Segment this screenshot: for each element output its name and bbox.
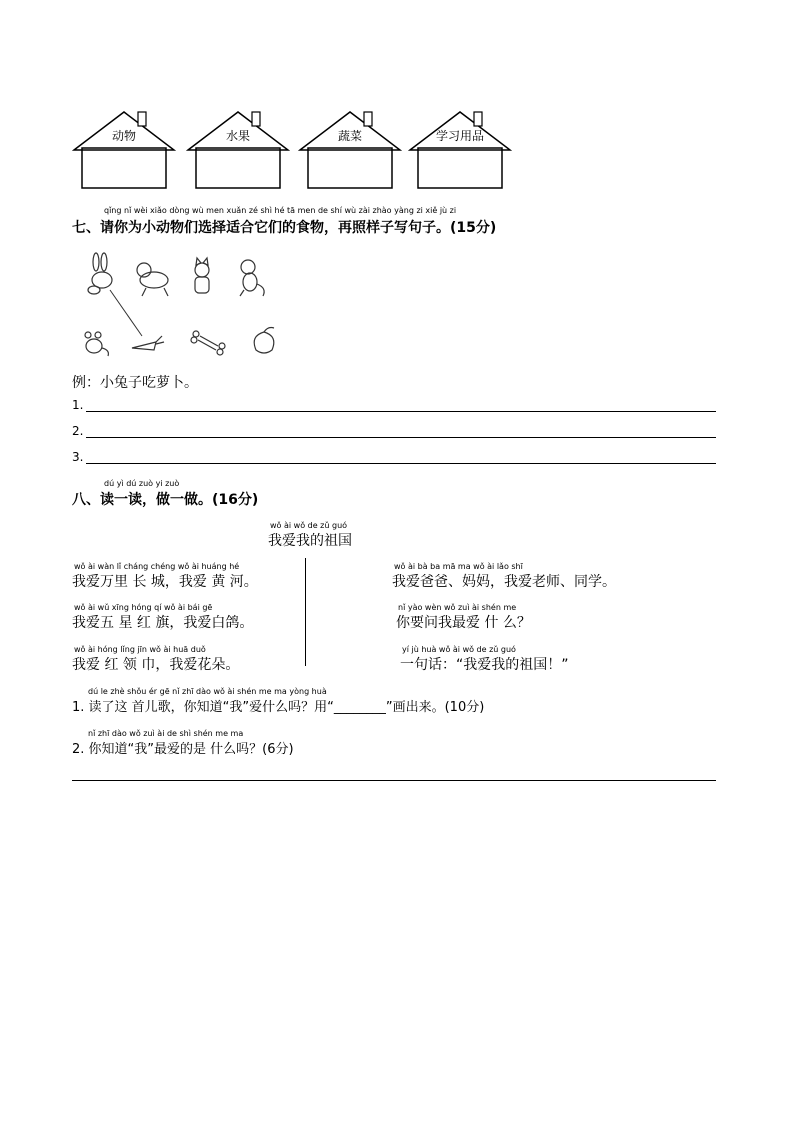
cat-icon bbox=[195, 258, 209, 293]
section7-heading: 七、请你为小动物们选择适合它们的食物，再照样子写句子。(15分) bbox=[72, 220, 497, 236]
poem-left-pinyin-3: wǒ ài hóng lǐng jīn wǒ ài huā duǒ bbox=[74, 645, 206, 654]
poem-right-line-3: 一句话：“我爱我的祖国！” bbox=[400, 657, 569, 673]
answer-number-2: 2. bbox=[72, 424, 84, 438]
peach-icon bbox=[254, 328, 274, 354]
rabbit-icon bbox=[88, 253, 112, 294]
question1-pinyin: dú le zhè shǒu ér gē nǐ zhī dào wǒ ài shén me ma yòng huà bbox=[88, 687, 327, 696]
house-label: 蔬菜 bbox=[337, 129, 362, 143]
poem-right-pinyin-1: wǒ ài bà ba mā ma wǒ ài lǎo shī bbox=[394, 562, 523, 571]
house-outline bbox=[408, 110, 512, 190]
section7-pinyin: qǐng nǐ wèi xiǎo dòng wù men xuǎn zé shì hé tā men de shí wù zài zhào yàng zi xiě jù zi bbox=[104, 206, 457, 215]
poem-right-line-1: 我爱爸爸、妈妈，我爱老师、同学。 bbox=[392, 574, 616, 590]
house-animals bbox=[72, 110, 176, 190]
carrot-icon bbox=[132, 336, 164, 350]
answer-number-1: 1. bbox=[72, 398, 84, 412]
question2: 2. 你知道“我”最爱的是 什么吗？(6分) bbox=[72, 742, 294, 757]
animal-food-illustration bbox=[74, 250, 300, 362]
bone-icon bbox=[191, 331, 225, 355]
dog-icon bbox=[137, 263, 168, 296]
house-school-supplies bbox=[408, 110, 512, 190]
poem-left-line-3: 我爱 红 领 巾，我爱花朵。 bbox=[72, 657, 240, 673]
house-label: 动物 bbox=[111, 129, 136, 143]
poem-title: 我爱我的祖国 bbox=[268, 533, 352, 549]
poem-left-line-2: 我爱五 星 红 旗，我爱白鸽。 bbox=[72, 615, 254, 631]
section8-heading: 八、读一读，做一做。(16分) bbox=[72, 492, 259, 508]
poem-left-pinyin-2: wǒ ài wǔ xīng hóng qí wǒ ài bái gē bbox=[74, 603, 213, 612]
poem-left-pinyin-1: wǒ ài wàn lǐ cháng chéng wǒ ài huáng hé bbox=[74, 562, 240, 571]
poem-right-line-2: 你要问我最爱 什 么？ bbox=[396, 615, 531, 631]
poem-left-line-1: 我爱万里 长 城，我爱 黄 河。 bbox=[72, 574, 258, 590]
answer-number-3: 3. bbox=[72, 450, 84, 464]
monkey-icon bbox=[240, 260, 264, 296]
poem-title-pinyin: wǒ ài wǒ de zǔ guó bbox=[270, 521, 348, 530]
answer-line-2[interactable] bbox=[86, 437, 716, 438]
house-label: 学习用品 bbox=[435, 129, 484, 143]
answer-line-3[interactable] bbox=[86, 463, 716, 464]
answer-line-q2[interactable] bbox=[72, 780, 716, 781]
poem-divider bbox=[305, 558, 306, 666]
house-outline bbox=[72, 110, 176, 190]
answer-line-1[interactable] bbox=[86, 411, 716, 412]
poem-right-pinyin-2: nǐ yào wèn wǒ zuì ài shén me bbox=[398, 603, 517, 612]
section8-pinyin: dú yì dú zuò yi zuò bbox=[104, 479, 180, 488]
house-label: 水果 bbox=[225, 129, 250, 143]
house-fruits bbox=[186, 110, 290, 190]
animal-food-picture bbox=[74, 250, 300, 362]
house-outline bbox=[186, 110, 290, 190]
poem-right-pinyin-3: yí jù huà wǒ ài wǒ de zǔ guó bbox=[402, 645, 516, 654]
mouse-icon bbox=[85, 332, 108, 356]
connect-line bbox=[110, 290, 142, 336]
question2-pinyin: nǐ zhī dào wǒ zuì ài de shì shén me ma bbox=[88, 729, 244, 738]
house-vegetables bbox=[298, 110, 402, 190]
section7-example: 例：小兔子吃萝卜。 bbox=[72, 375, 198, 391]
question1: 1. 读了这 首儿歌，你知道“我”爱什么吗？用“________”画出来。(10分) bbox=[72, 700, 485, 715]
house-outline bbox=[298, 110, 402, 190]
